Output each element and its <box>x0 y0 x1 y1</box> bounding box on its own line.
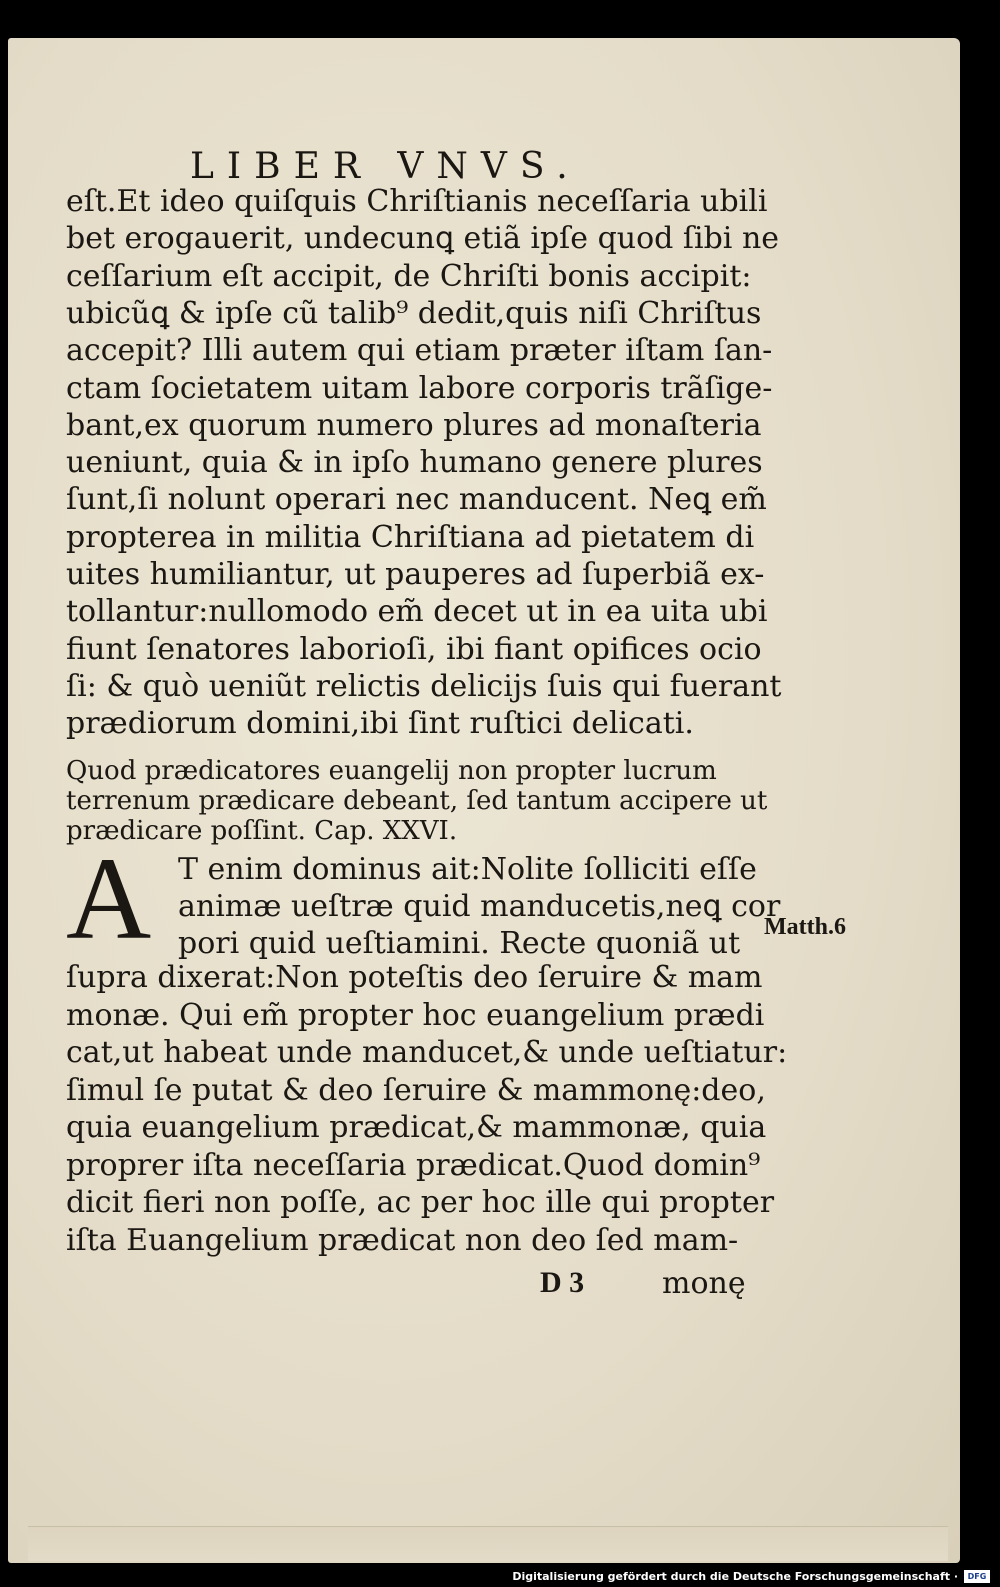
catchword: monę <box>662 1266 746 1301</box>
page-fold <box>28 1526 948 1561</box>
footer-credit: Digitalisierung gefördert durch die Deutsche Forschungsgemeinschaft · <box>512 1570 958 1583</box>
text-line: ubicũꝗ & ipſe cũ talib⁹ dedit,quis niſi Chriſtus <box>66 295 762 331</box>
text-line: tollantur:nullomodo em̃ decet ut in ea uita ubi <box>66 594 768 630</box>
text-line: ueniunt, quia & in ipſo humano genere plures <box>66 445 763 481</box>
dfg-logo: DFG <box>964 1570 990 1583</box>
text-line: eſt.Et ideo quiſquis Chriſtianis neceſſaria ubili <box>66 184 768 219</box>
text-line: monæ. Qui em̃ propter hoc euangelium prædi <box>66 997 765 1033</box>
text-line: prædicare poſſint. Cap. XXVI. <box>66 816 458 846</box>
running-header: LIBER VNVS. <box>190 146 581 187</box>
text-line: fiunt ſenatores laborioſi, ibi fiant opifices ocio <box>66 631 762 667</box>
text-line: cat,ut habeat unde manducet,& unde ueſtiatur: <box>66 1035 788 1070</box>
margin-note: Matth.6 <box>764 914 846 940</box>
text-line: ceſſarium eſt accipit, de Chriſti bonis accipit: <box>66 258 752 294</box>
text-line: bet erogauerit, undecunꝗ etiã ipſe quod ſibi ne <box>66 221 780 257</box>
text-line: ctam ſocietatem uitam labore corporis trãſige- <box>66 370 773 406</box>
text-line: dicit fieri non poſſe, ac per hoc ille qui propter <box>66 1185 775 1220</box>
footer-bar <box>0 1565 1000 1587</box>
text-line: ſunt,ſi nolunt operari nec manducent. Neꝗ em̃ <box>66 482 767 518</box>
text-line: uites humiliantur, ut pauperes ad ſuperbiã ex- <box>66 557 765 592</box>
text-line: iſta Euangelium prædicat non deo ſed mam- <box>66 1222 739 1258</box>
text-line: accepit? Illi autem qui etiam præter iſtam ſan- <box>66 333 773 369</box>
text-line: quia euangelium prædicat,& mammonæ, quia <box>66 1110 767 1145</box>
text-line: terrenum prædicare debeant, ſed tantum accipere ut <box>66 786 768 816</box>
drop-capital: A <box>66 833 152 964</box>
text-line: propterea in militia Chriſtiana ad pietatem di <box>66 519 755 555</box>
text-line: proprer iſta neceſſaria prædicat.Quod domin⁹ <box>66 1147 761 1183</box>
text-line: ſi: & quò ueniũt relictis delicijs ſuis qui fuerant <box>66 668 782 704</box>
text-line: ſimul ſe putat & deo ſeruire & mammonę:deo, <box>66 1072 766 1108</box>
text-line: T enim dominus ait:Nolite ſolliciti eſſe <box>178 852 757 887</box>
text-line: prædiorum domini,ibi ſint ruſtici delicati. <box>66 706 694 742</box>
text-line: ſupra dixerat:Non poteſtis deo ſeruire & mam <box>66 960 763 995</box>
text-line: bant,ex quorum numero plures ad monaſteria <box>66 407 762 443</box>
text-line: pori quid ueſtiamini. Recte quoniã ut <box>178 926 741 961</box>
text-line: Quod prædicatores euangelij non propter lucrum <box>66 756 717 786</box>
signature-mark: D 3 <box>540 1266 585 1299</box>
text-line: animæ ueſtræ quid manducetis,neꝗ cor <box>178 889 781 924</box>
